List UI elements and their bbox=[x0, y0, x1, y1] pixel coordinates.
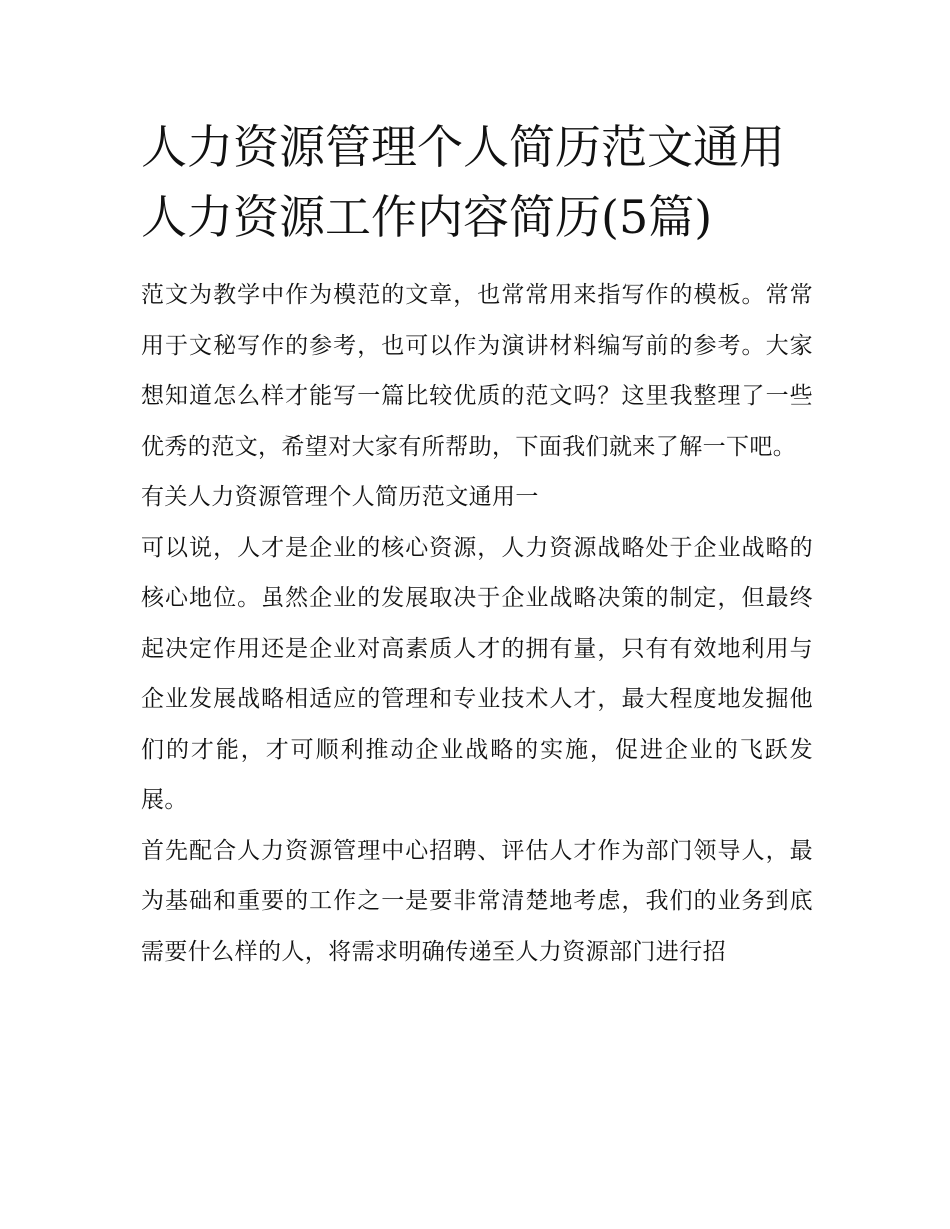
body-paragraph: 可以说，人才是企业的核心资源，人力资源战略处于企业战略的核心地位。虽然企业的发展取决于企业战略决策的制定，但最终起决定作用还是企业对高素质人才的拥有量，只有有效地利用与企业发展战略相适应的管理和专业技术人才，最大程度地发掘他们的才能，才可顺利推动企业战略的实施，促进企业的飞跃发展。 bbox=[141, 534, 813, 813]
intro-paragraph: 范文为教学中作为模范的文章，也常常用来指写作的模板。常常用于文秘写作的参考，也可以作为演讲材料编写前的参考。大家想知道怎么样才能写一篇比较优质的范文吗？这里我整理了一些优秀的范文，希望对大家有所帮助，下面我们就来了解一下吧。 bbox=[141, 282, 813, 460]
document-title: 人力资源管理个人简历范文通用 人力资源工作内容简历(5篇) bbox=[141, 120, 785, 244]
section-heading: 有关人力资源管理个人简历范文通用一 bbox=[141, 484, 539, 510]
body-paragraph: 首先配合人力资源管理中心招聘、评估人才作为部门领导人，最为基础和重要的工作之一是要非常清楚地考虑，我们的业务到底需要什么样的人，将需求明确传递至人力资源部门进行招 bbox=[141, 837, 813, 965]
document-page bbox=[141, 112, 813, 977]
document-body bbox=[141, 270, 813, 977]
